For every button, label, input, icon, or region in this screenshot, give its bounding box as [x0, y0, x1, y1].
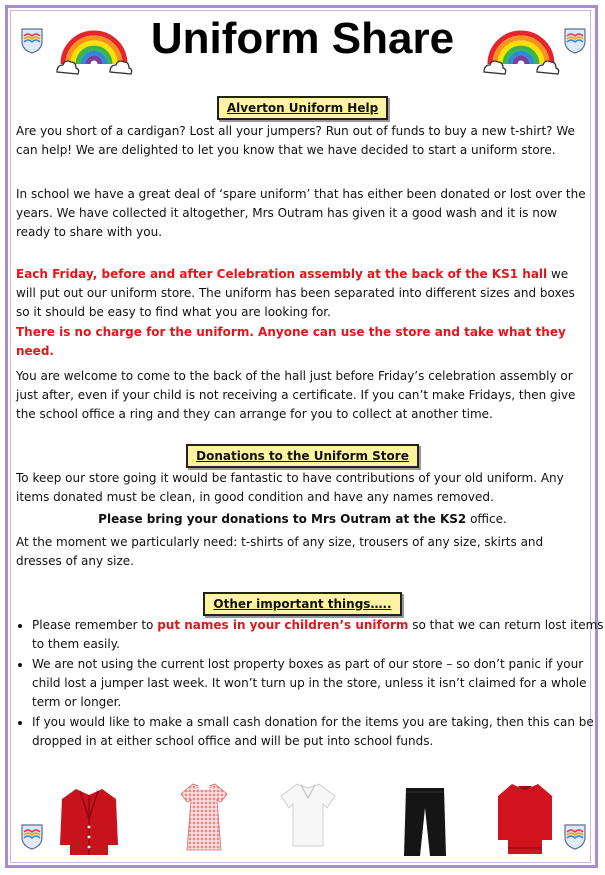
friday-store-text: we will put out our uniform store. The uniform has been separated into different sizes and boxes so it should be easy to find what you are looking for.	[16, 267, 575, 319]
important-things-list	[16, 616, 605, 752]
friday-store-paragraph	[16, 265, 589, 322]
friday-times-highlight: Each Friday, before and after Celebration assembly at the back of the KS1 hall	[16, 267, 548, 281]
donation-dropoff-line	[16, 510, 589, 529]
gingham-dress-icon	[177, 782, 231, 852]
section-heading-donations: Donations to the Uniform Store	[186, 444, 419, 468]
needed-items-paragraph: At the moment we particularly need: t-shirts of any size, trousers of any size, skirts and dresses of any size.	[16, 535, 544, 568]
intro-paragraph: Are you short of a cardigan? Lost all your jumpers? Run out of funds to buy a new t-shirt? We can help! We are delighted to let you know that we have decided to start a uniform store.	[16, 124, 575, 157]
spare-uniform-paragraph: In school we have a great deal of ‘spare uniform’ that has either been donated or lost over the years. We have collected it altogether, Mrs Outram has given it a good wash and it is now ready to share with you.	[16, 187, 586, 239]
section-heading-wrap	[0, 592, 605, 616]
red-cardigan-icon	[58, 785, 120, 857]
page-title: Uniform Share	[150, 14, 455, 63]
school-badge-icon	[563, 822, 587, 850]
list-item	[32, 616, 605, 654]
section-heading-wrap	[0, 96, 605, 120]
white-polo-icon	[279, 780, 337, 848]
donation-dropoff-bold: Please bring your donations to Mrs Outram at the KS2	[98, 512, 467, 526]
bullet-text: Please remember to	[32, 618, 158, 632]
donation-dropoff-rest: office.	[466, 512, 507, 526]
school-badge-icon	[20, 822, 44, 850]
section-heading-wrap	[0, 444, 605, 468]
section-heading-other-things: Other important things…..	[203, 592, 401, 616]
list-item: • We are not using the current lost property boxes as part of our store – so don’t panic if your child lost a jumper last week. It won’t turn up in the store, unless it isn’t claimed for a whole term or longer.	[32, 655, 605, 712]
red-jumper-icon	[496, 782, 554, 856]
black-trousers-icon	[402, 786, 448, 858]
bullet-text: so that we can return lost items to them easily.	[32, 618, 604, 651]
donations-paragraph: To keep our store going it would be fantastic to have contributions of your old uniform. Any items donated must be clean, in good condition and have any names removed.	[16, 471, 564, 504]
list-item: • If you would like to make a small cash donation for the items you are taking, then this can be dropped in at either school office and will be put into school funds.	[32, 713, 605, 751]
no-charge-notice: There is no charge for the uniform. Anyone can use the store and take what they need.	[16, 325, 566, 358]
welcome-paragraph: You are welcome to come to the back of the hall just before Friday’s celebration assembly or just after, even if your child is not receiving a certificate. If you can’t make Fridays, then give the school office a ring and they can arrange for you to collect at another time.	[16, 369, 576, 421]
section-heading-uniform-help: Alverton Uniform Help	[217, 96, 388, 120]
names-in-uniform-highlight: put names in your children’s uniform	[157, 618, 409, 632]
